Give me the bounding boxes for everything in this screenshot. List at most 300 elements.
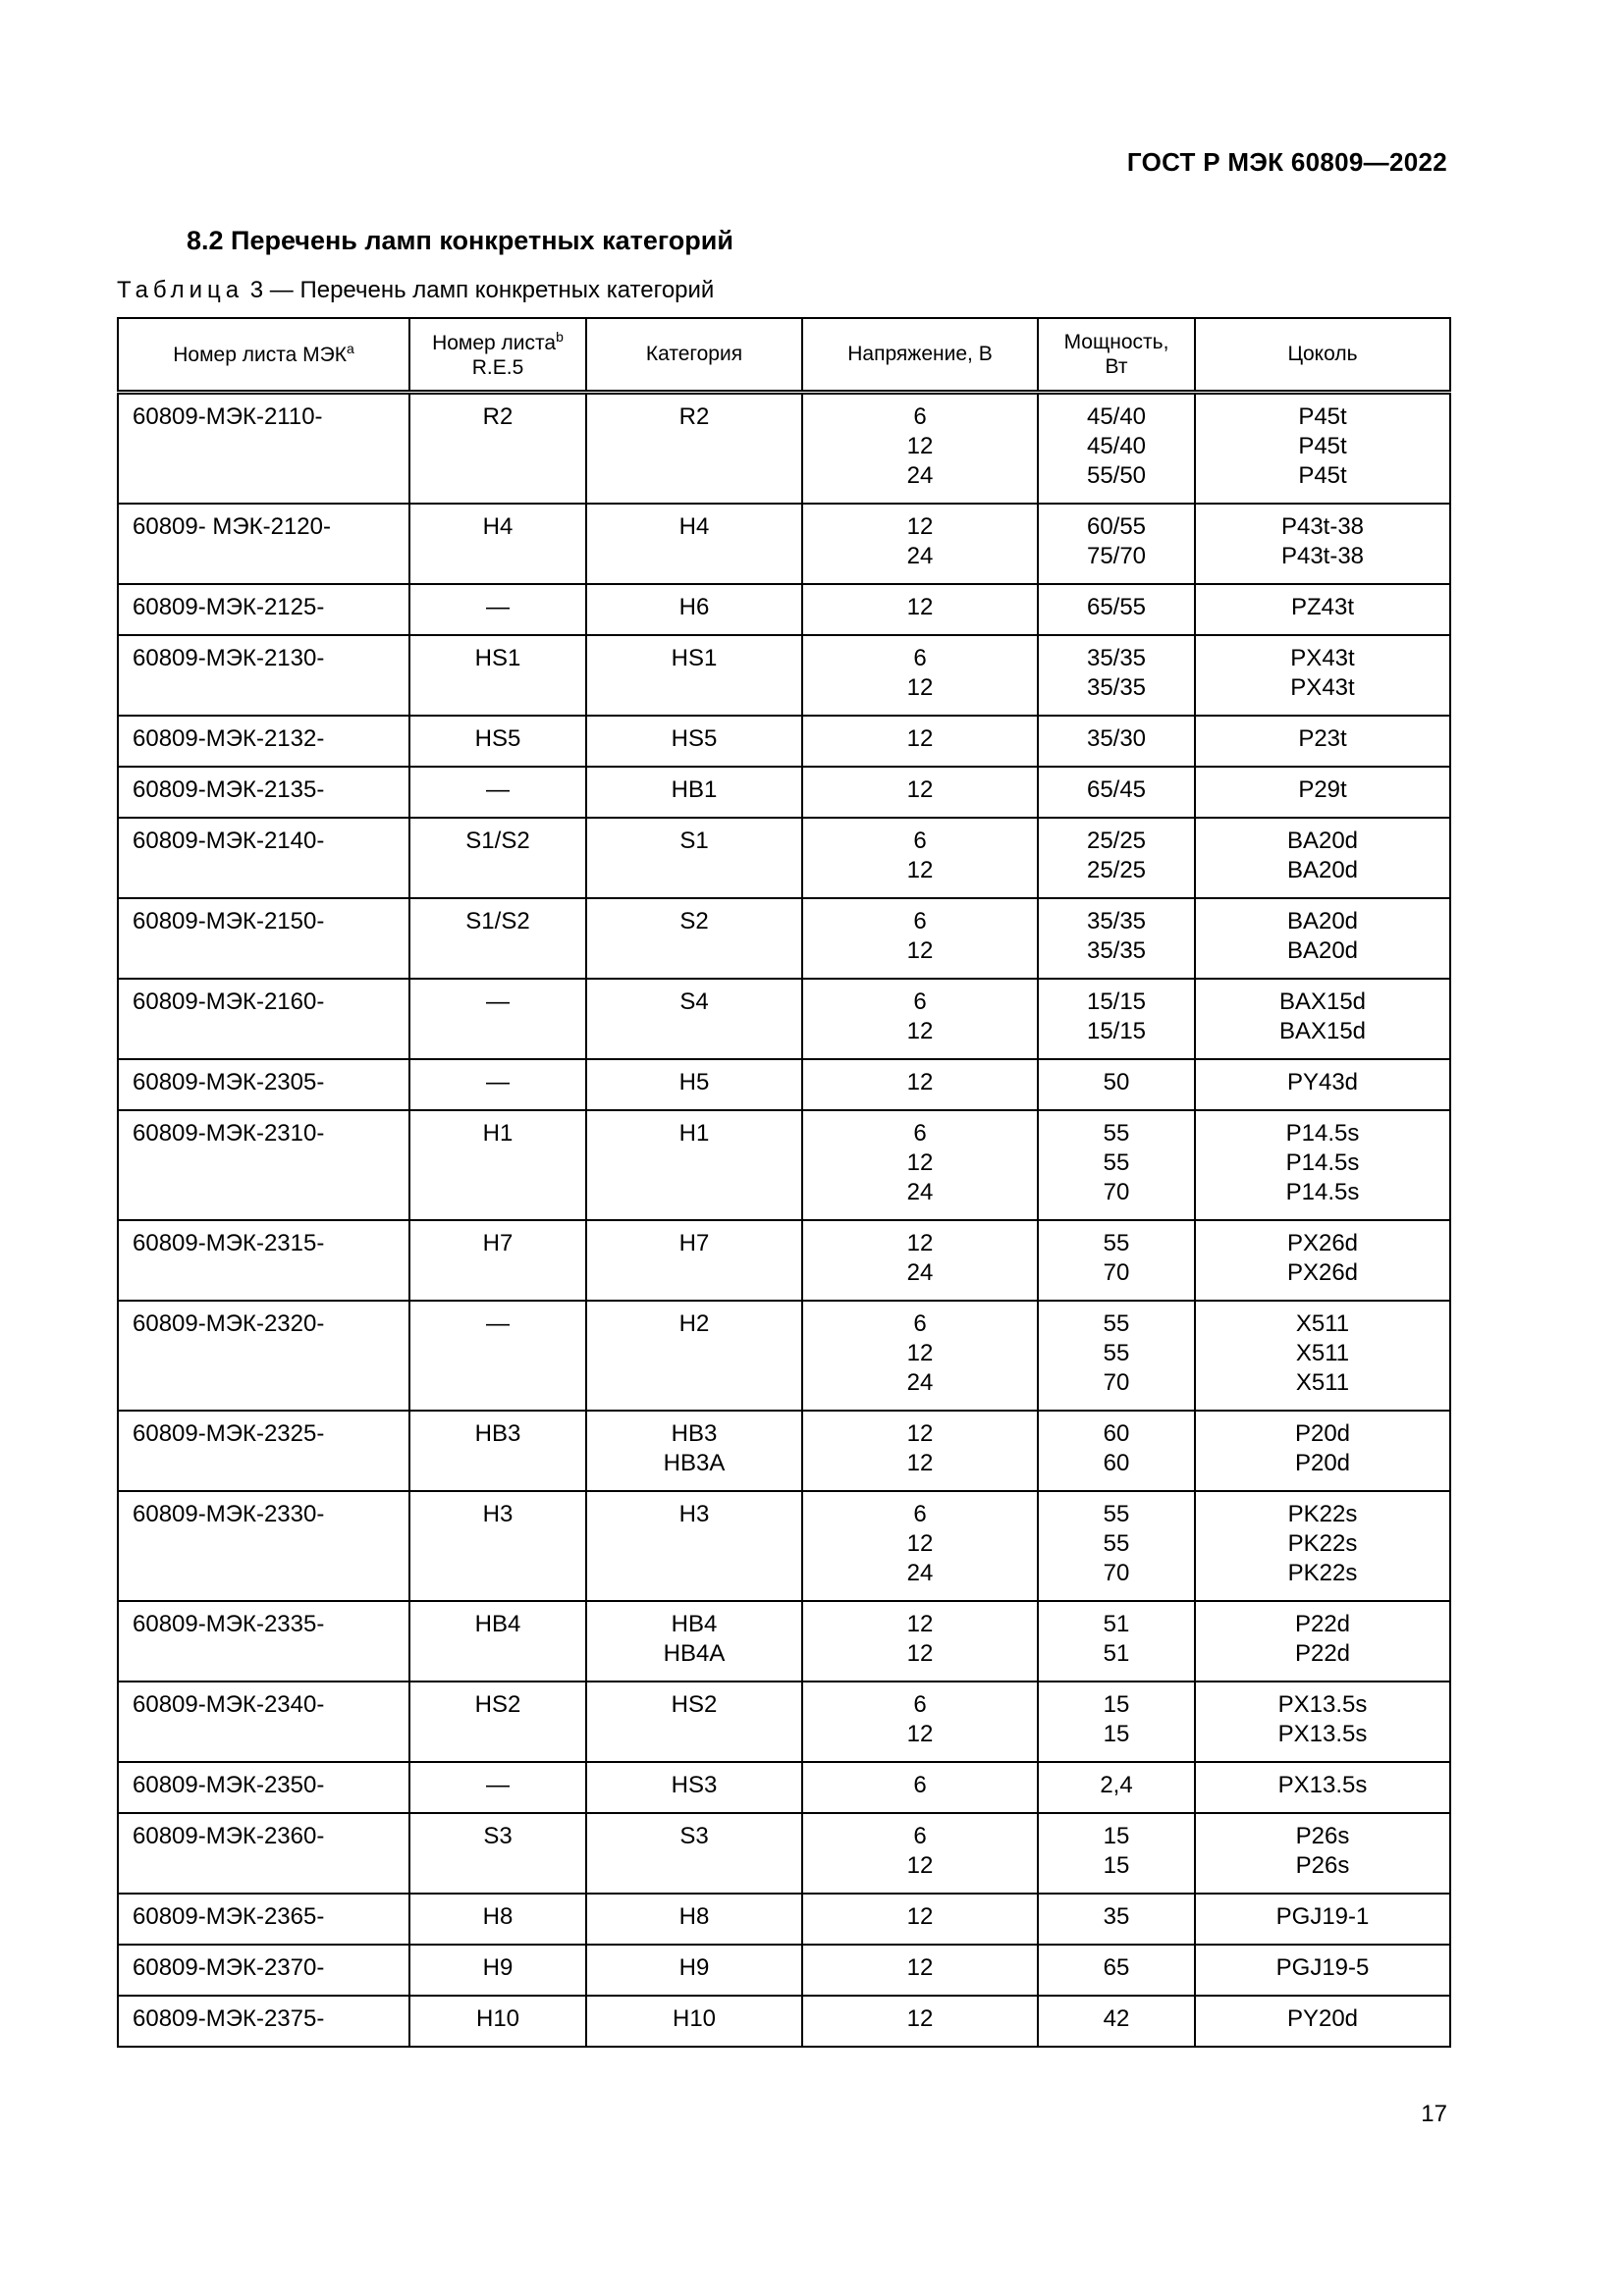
cell-base-line: PGJ19-1 [1275,1903,1370,1930]
cell-voltage [802,1110,1038,1220]
cell-sheet-number: 60809-МЭК-2365- [118,1894,409,1945]
cell-voltage [802,584,1038,635]
cell-base-line: P43t-38 [1280,513,1365,540]
cell-category [586,1601,802,1682]
cell-re5-sheet [409,504,586,584]
cell-sheet-number: 60809-МЭК-2320- [118,1301,409,1411]
table-row [118,584,1450,635]
cell-voltage-line: 6 [913,908,927,934]
cell-re5-sheet-line: HB4 [474,1611,521,1637]
cell-voltage-line: 6 [913,1310,927,1337]
table-row [118,1220,1450,1301]
header-base: Цоколь [1195,318,1450,393]
cell-voltage [802,1894,1038,1945]
table-caption [117,277,714,304]
cell-re5-sheet-line: — [486,776,510,803]
cell-base-line: PZ43t [1290,594,1355,620]
cell-re5-sheet-line: — [486,1772,510,1798]
cell-category [586,1491,802,1601]
cell-power-line: 35 [1103,1903,1130,1930]
cell-category-line: H3 [678,1501,710,1527]
cell-base-line: BA20d [1286,828,1359,854]
table-row [118,635,1450,716]
cell-base [1195,818,1450,898]
cell-power-line: 51 [1103,1611,1130,1637]
cell-sheet-number: 60809-МЭК-2310- [118,1110,409,1220]
cell-power-line: 25/25 [1086,857,1147,883]
cell-power [1038,1682,1195,1762]
cell-base [1195,716,1450,767]
cell-category [586,1059,802,1110]
table-caption-label: Таблица [117,277,244,303]
cell-category-line: H5 [678,1069,710,1095]
cell-power-line: 2,4 [1100,1772,1133,1798]
cell-re5-sheet [409,1411,586,1491]
cell-power-line: 35/30 [1086,725,1147,752]
cell-re5-sheet [409,1996,586,2047]
cell-power-line: 15/15 [1086,988,1147,1015]
cell-category-line: S2 [679,908,709,934]
cell-base-line: PX26d [1286,1230,1359,1256]
lamp-categories-table [117,317,1451,2048]
cell-base [1195,584,1450,635]
cell-voltage-line: 24 [906,1560,934,1586]
cell-re5-sheet-line: S1/S2 [465,828,530,854]
cell-voltage-line: 12 [906,1018,934,1044]
cell-base-line: P22d [1294,1611,1351,1637]
cell-voltage-line: 12 [906,2005,934,2032]
table-body [118,393,1450,2048]
cell-base [1195,767,1450,818]
cell-base [1195,1110,1450,1220]
cell-re5-sheet [409,1945,586,1996]
cell-base-line: P26s [1295,1852,1350,1879]
cell-base [1195,1491,1450,1601]
cell-power [1038,1059,1195,1110]
cell-power-line: 65 [1103,1954,1130,1981]
section-title: 8.2 Перечень ламп конкретных категорий [187,226,733,255]
cell-category-line: HS2 [671,1691,718,1718]
cell-re5-sheet-line: H8 [482,1903,514,1930]
cell-re5-sheet [409,1894,586,1945]
table-row [118,1491,1450,1601]
table-row [118,1996,1450,2047]
cell-sheet-number: 60809-МЭК-2315- [118,1220,409,1301]
cell-power-line: 55 [1103,1310,1130,1337]
cell-voltage-line: 12 [906,725,934,752]
cell-power [1038,1301,1195,1411]
cell-power-line: 55 [1103,1501,1130,1527]
cell-power-line: 25/25 [1086,828,1147,854]
cell-voltage [802,716,1038,767]
cell-voltage-line: 6 [913,1501,927,1527]
cell-category-line: H7 [678,1230,710,1256]
cell-base [1195,504,1450,584]
cell-category-line: HB1 [671,776,718,803]
cell-category [586,1220,802,1301]
cell-voltage-line: 12 [906,937,934,964]
table-row [118,1813,1450,1894]
cell-power-line: 55 [1103,1230,1130,1256]
cell-sheet-number: 60809-МЭК-2375- [118,1996,409,2047]
cell-sheet-number: 60809-МЭК-2135- [118,767,409,818]
cell-category [586,393,802,505]
cell-category [586,584,802,635]
header-voltage: Напряжение, В [802,318,1038,393]
cell-category-line: S3 [679,1823,709,1849]
cell-voltage-line: 12 [906,1530,934,1557]
cell-category-line: S4 [679,988,709,1015]
cell-voltage-line: 6 [913,645,927,671]
cell-category-line: S1 [679,828,709,854]
cell-re5-sheet-line: HS2 [474,1691,521,1718]
cell-voltage [802,1491,1038,1601]
cell-voltage-line: 12 [906,1340,934,1366]
cell-category [586,818,802,898]
table-header [118,318,1450,393]
cell-voltage-line: 12 [906,776,934,803]
cell-voltage [802,393,1038,505]
cell-voltage [802,1411,1038,1491]
cell-category [586,979,802,1059]
cell-power-line: 15 [1103,1691,1130,1718]
cell-sheet-number: 60809-МЭК-2140- [118,818,409,898]
cell-power [1038,635,1195,716]
cell-voltage-line: 24 [906,462,934,489]
cell-power [1038,979,1195,1059]
cell-base-line: X511 [1295,1369,1350,1396]
cell-voltage-line: 12 [906,433,934,459]
cell-re5-sheet [409,635,586,716]
cell-sheet-number: 60809-МЭК-2132- [118,716,409,767]
cell-category-line: H1 [678,1120,710,1147]
table-row [118,1945,1450,1996]
cell-base [1195,635,1450,716]
cell-base-line: P45t [1298,462,1347,489]
cell-base [1195,1945,1450,1996]
header-re5-sheet: Номер листа$^b$ R.E.5 [409,318,586,393]
cell-voltage-line: 12 [906,1450,934,1476]
cell-base [1195,1601,1450,1682]
cell-category-line: HB3 [671,1420,718,1447]
cell-base-line: PX13.5s [1277,1721,1368,1747]
cell-power [1038,716,1195,767]
cell-voltage-line: 12 [906,1954,934,1981]
table-header-row [118,318,1450,393]
table-row [118,1894,1450,1945]
cell-base-line: P23t [1298,725,1347,752]
cell-power [1038,1601,1195,1682]
cell-re5-sheet [409,1110,586,1220]
cell-power [1038,504,1195,584]
cell-re5-sheet-line: — [486,1069,510,1095]
cell-base [1195,979,1450,1059]
cell-base [1195,898,1450,979]
cell-base-line: PGJ19-5 [1275,1954,1370,1981]
cell-sheet-number: 60809-МЭК-2150- [118,898,409,979]
cell-voltage [802,1601,1038,1682]
cell-sheet-number: 60809-МЭК-2335- [118,1601,409,1682]
cell-re5-sheet [409,1682,586,1762]
cell-power [1038,1220,1195,1301]
table-row [118,767,1450,818]
cell-voltage-line: 6 [913,403,927,430]
cell-re5-sheet-line: H10 [475,2005,520,2032]
cell-voltage [802,1301,1038,1411]
cell-voltage [802,504,1038,584]
cell-re5-sheet [409,1813,586,1894]
cell-power-line: 45/40 [1086,403,1147,430]
cell-category [586,635,802,716]
cell-category-line: H6 [678,594,710,620]
cell-re5-sheet [409,1220,586,1301]
cell-category [586,767,802,818]
cell-power [1038,818,1195,898]
cell-power [1038,584,1195,635]
table-row [118,1601,1450,1682]
cell-re5-sheet-line: — [486,1310,510,1337]
cell-base-line: P20d [1294,1450,1351,1476]
cell-power-line: 45/40 [1086,433,1147,459]
cell-power [1038,393,1195,505]
cell-voltage-line: 12 [906,1230,934,1256]
cell-voltage-line: 12 [906,1903,934,1930]
table-row [118,393,1450,505]
cell-re5-sheet-line: — [486,988,510,1015]
cell-base [1195,1301,1450,1411]
table-row [118,716,1450,767]
cell-power-line: 15 [1103,1852,1130,1879]
cell-sheet-number: 60809-МЭК-2360- [118,1813,409,1894]
cell-power-line: 70 [1103,1259,1130,1286]
cell-power-line: 55 [1103,1340,1130,1366]
cell-base [1195,393,1450,505]
cell-base-line: PY43d [1286,1069,1359,1095]
cell-voltage [802,979,1038,1059]
cell-sheet-number: 60809-МЭК-2110- [118,393,409,505]
cell-base-line: P14.5s [1285,1149,1360,1176]
cell-voltage-line: 24 [906,1369,934,1396]
cell-base-line: PK22s [1287,1530,1358,1557]
cell-category [586,1301,802,1411]
cell-category [586,898,802,979]
cell-power-line: 15 [1103,1721,1130,1747]
cell-base-line: PX13.5s [1277,1772,1368,1798]
cell-voltage-line: 12 [906,513,934,540]
table-row [118,1411,1450,1491]
cell-voltage [802,1220,1038,1301]
cell-base-line: PK22s [1287,1560,1358,1586]
cell-re5-sheet [409,716,586,767]
cell-power-line: 35/35 [1086,908,1147,934]
cell-voltage-line: 12 [906,594,934,620]
cell-category-line: H10 [672,2005,717,2032]
cell-re5-sheet [409,898,586,979]
cell-re5-sheet [409,1301,586,1411]
cell-base-line: P22d [1294,1640,1351,1667]
cell-base-line: P14.5s [1285,1120,1360,1147]
cell-voltage-line: 6 [913,1772,927,1798]
cell-voltage-line: 6 [913,1823,927,1849]
cell-power [1038,1491,1195,1601]
cell-voltage-line: 12 [906,1069,934,1095]
cell-power-line: 55 [1103,1120,1130,1147]
cell-power-line: 15 [1103,1823,1130,1849]
cell-power-line: 50 [1103,1069,1130,1095]
table-row [118,818,1450,898]
cell-voltage-line: 12 [906,1852,934,1879]
cell-voltage-line: 12 [906,857,934,883]
cell-power [1038,1411,1195,1491]
cell-category-line: H4 [678,513,710,540]
cell-base-line: BA20d [1286,937,1359,964]
cell-power-line: 35/35 [1086,674,1147,701]
cell-re5-sheet-line: H1 [482,1120,514,1147]
cell-base-line: P14.5s [1285,1179,1360,1205]
cell-category [586,1813,802,1894]
cell-base-line: P43t-38 [1280,543,1365,569]
cell-base [1195,1813,1450,1894]
cell-voltage-line: 12 [906,1721,934,1747]
cell-base-line: PX43t [1290,645,1355,671]
cell-category-line: HB3A [663,1450,726,1476]
cell-sheet-number: 60809-МЭК-2325- [118,1411,409,1491]
cell-category [586,1894,802,1945]
cell-sheet-number: 60809-МЭК-2370- [118,1945,409,1996]
table-row [118,1301,1450,1411]
header-power: Мощность, Вт [1038,318,1195,393]
cell-base [1195,1996,1450,2047]
cell-power-line: 75/70 [1086,543,1147,569]
cell-category-line: H8 [678,1903,710,1930]
cell-power [1038,898,1195,979]
cell-re5-sheet [409,1601,586,1682]
cell-voltage [802,818,1038,898]
header-category: Категория [586,318,802,393]
cell-category-line: HB4A [663,1640,726,1667]
cell-voltage-line: 12 [906,1149,934,1176]
cell-category-line: HB4 [671,1611,718,1637]
cell-voltage-line: 6 [913,1120,927,1147]
cell-power [1038,1894,1195,1945]
cell-re5-sheet-line: H7 [482,1230,514,1256]
cell-power-line: 70 [1103,1369,1130,1396]
cell-voltage-line: 24 [906,1259,934,1286]
cell-sheet-number: 60809-МЭК-2330- [118,1491,409,1601]
cell-re5-sheet [409,1762,586,1813]
cell-base-line: PK22s [1287,1501,1358,1527]
cell-base-line: P26s [1295,1823,1350,1849]
cell-category [586,1411,802,1491]
table-row [118,1762,1450,1813]
cell-voltage-line: 24 [906,543,934,569]
cell-base-line: BA20d [1286,908,1359,934]
cell-voltage [802,635,1038,716]
cell-voltage [802,767,1038,818]
cell-power-line: 55 [1103,1149,1130,1176]
cell-re5-sheet-line: S1/S2 [465,908,530,934]
cell-power-line: 70 [1103,1560,1130,1586]
document-header: ГОСТ Р МЭК 60809—2022 [1126,147,1447,177]
cell-power [1038,1762,1195,1813]
cell-base [1195,1411,1450,1491]
cell-category-line: H9 [678,1954,710,1981]
cell-category [586,1762,802,1813]
cell-voltage [802,1996,1038,2047]
cell-re5-sheet [409,1491,586,1601]
cell-sheet-number: 60809-МЭК-2130- [118,635,409,716]
cell-voltage-line: 12 [906,1611,934,1637]
cell-sheet-number: 60809- МЭК-2120- [118,504,409,584]
cell-power [1038,1110,1195,1220]
cell-voltage-line: 12 [906,674,934,701]
cell-category [586,1945,802,1996]
table-row [118,1059,1450,1110]
cell-category-line: HS5 [671,725,718,752]
cell-re5-sheet-line: HS1 [474,645,521,671]
cell-power [1038,1813,1195,1894]
cell-sheet-number: 60809-МЭК-2350- [118,1762,409,1813]
cell-power-line: 35/35 [1086,937,1147,964]
cell-voltage-line: 6 [913,1691,927,1718]
cell-re5-sheet-line: R2 [482,403,514,430]
cell-power-line: 70 [1103,1179,1130,1205]
cell-base-line: P45t [1298,403,1347,430]
cell-base-line: X511 [1295,1310,1350,1337]
table-row [118,979,1450,1059]
cell-base-line: PY20d [1286,2005,1359,2032]
cell-voltage [802,1059,1038,1110]
cell-re5-sheet-line: S3 [483,1823,513,1849]
cell-power-line: 60 [1103,1450,1130,1476]
cell-re5-sheet-line: H3 [482,1501,514,1527]
cell-category-line: H2 [678,1310,710,1337]
cell-sheet-number: 60809-МЭК-2160- [118,979,409,1059]
cell-base-line: PX26d [1286,1259,1359,1286]
cell-base-line: P45t [1298,433,1347,459]
cell-power-line: 65/55 [1086,594,1147,620]
cell-re5-sheet [409,393,586,505]
cell-power-line: 55/50 [1086,462,1147,489]
cell-voltage-line: 12 [906,1640,934,1667]
cell-voltage [802,898,1038,979]
cell-voltage [802,1813,1038,1894]
lamp-table-container [117,317,1449,2048]
cell-base-line: PX13.5s [1277,1691,1368,1718]
table-caption-text: 3 — Перечень ламп конкретных категорий [249,277,715,303]
cell-category-line: R2 [678,403,710,430]
cell-power-line: 51 [1103,1640,1130,1667]
cell-voltage-line: 6 [913,828,927,854]
cell-re5-sheet-line: H4 [482,513,514,540]
table-row [118,1682,1450,1762]
cell-re5-sheet-line: HB3 [474,1420,521,1447]
table-row [118,504,1450,584]
cell-power-line: 15/15 [1086,1018,1147,1044]
cell-power-line: 60 [1103,1420,1130,1447]
cell-base [1195,1059,1450,1110]
cell-base-line: BAX15d [1278,988,1367,1015]
page-number: 17 [1421,2101,1447,2127]
cell-category [586,1682,802,1762]
cell-power-line: 35/35 [1086,645,1147,671]
cell-re5-sheet-line: — [486,594,510,620]
cell-base-line: BAX15d [1278,1018,1367,1044]
cell-base-line: P20d [1294,1420,1351,1447]
cell-power-line: 42 [1103,2005,1130,2032]
cell-power-line: 65/45 [1086,776,1147,803]
cell-re5-sheet [409,1059,586,1110]
